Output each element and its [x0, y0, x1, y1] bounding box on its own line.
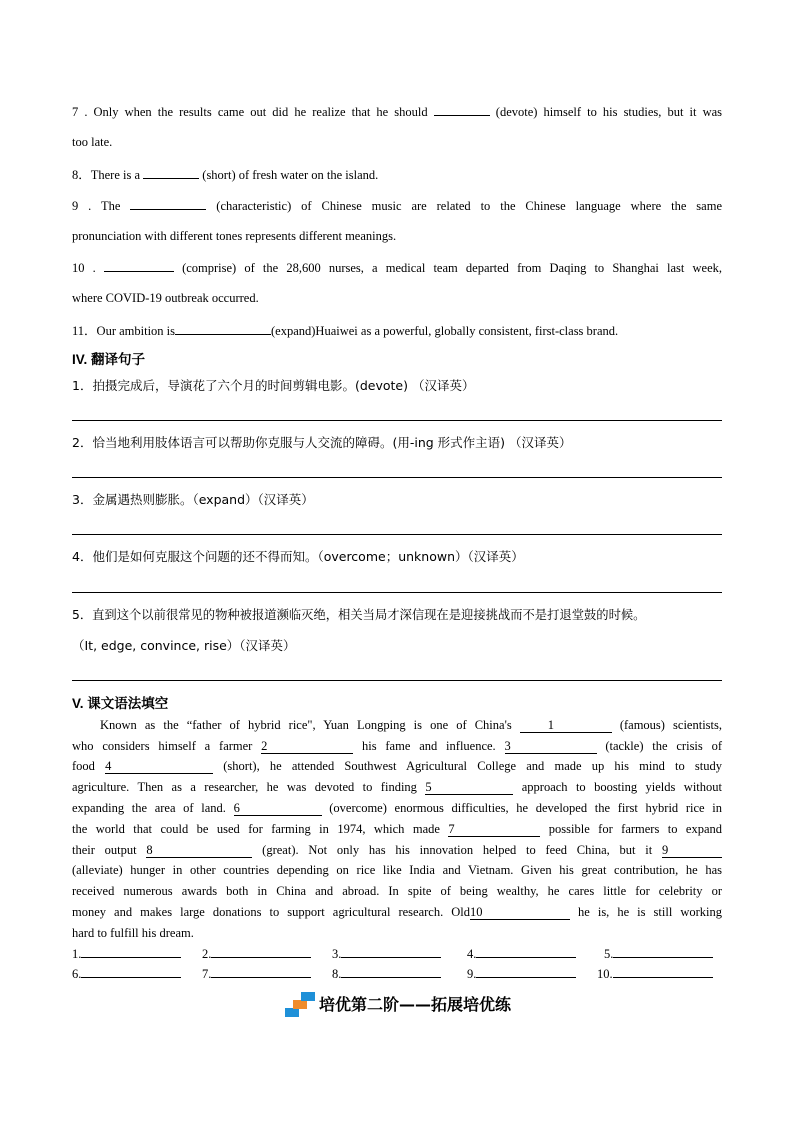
answer-blank[interactable] — [434, 103, 490, 116]
translation-item-1: 1．拍摄完成后，导演花了六个月的时间剪辑电影。(devote) （汉译英） — [72, 378, 475, 393]
question-9: 9 . The (characteristic) of Chinese music are related to the Chinese language where the same — [72, 199, 722, 213]
answer-blank[interactable] — [175, 322, 271, 335]
translation-item-3: 3．金属遇热则膨胀。（expand）（汉译英） — [72, 492, 314, 507]
answer-blank[interactable] — [130, 197, 206, 210]
passage-blank-10[interactable]: 10 — [470, 906, 570, 920]
passage-line: hard to fulfill his dream. — [72, 926, 194, 940]
passage-blank-4[interactable]: 4 — [105, 760, 213, 774]
passage-line: received numerous awards both in China and abroad. In spite of being wealthy, he cares little for celebrity or — [72, 884, 722, 898]
question-7-cont: too late. — [72, 135, 113, 149]
question-10: 10 . (comprise) of the 28,600 nurses, a medical team departed from Daqing to Shanghai last week, — [72, 261, 722, 275]
passage-blank-8[interactable]: 8 — [146, 844, 252, 858]
question-7: 7 . Only when the results came out did he realize that he should (devote) himself to his studies, but it was — [72, 105, 723, 119]
answer-slot[interactable]: 5. — [604, 946, 713, 962]
answer-slot[interactable]: 10. — [597, 966, 713, 982]
passage-line: the world that could be used for farming in 1974, which made 7 possible for farmers to expand — [72, 822, 722, 836]
answer-slot[interactable]: 6. — [72, 966, 181, 982]
passage-line: (alleviate) hunger in other countries depending on rice like India and Vietnam. Given his great contribution, he has — [72, 863, 722, 877]
question-11: 11．Our ambition is (expand)Huaiwei as a powerful, globally consistent, first-class brand. — [72, 324, 619, 338]
answer-line[interactable] — [72, 477, 722, 478]
answer-slot[interactable]: 3. — [332, 946, 441, 962]
answer-blank[interactable] — [143, 166, 199, 179]
answer-line[interactable] — [72, 534, 722, 535]
translation-item-5-cont: （It, edge, convince, rise）（汉译英） — [72, 638, 296, 653]
question-8: 8．There is a (short) of fresh water on the island. — [72, 168, 379, 182]
passage-line: their output 8 (great). Not only has his innovation helped to feed China, but it 9 — [72, 842, 722, 858]
question-10-cont: where COVID-19 outbreak occurred. — [72, 291, 259, 305]
passage-blank-5[interactable]: 5 — [425, 781, 513, 795]
passage-blank-6[interactable]: 6 — [234, 802, 322, 816]
answer-slot[interactable]: 9. — [467, 966, 576, 982]
passage-blank-1[interactable]: 1 — [520, 719, 612, 733]
section-4-title: IV. 翻译句子 — [72, 352, 146, 367]
passage-line: who considers himself a farmer 2 his fame and influence. 3 (tackle) the crisis of — [72, 739, 722, 753]
answer-slot[interactable]: 1. — [72, 946, 181, 962]
section-banner — [285, 990, 512, 1020]
answer-slot[interactable]: 2. — [202, 946, 311, 962]
section-5-title: V. 课文语法填空 — [72, 696, 169, 711]
answer-line[interactable] — [72, 680, 722, 681]
passage-line: expanding the area of land. 6 (overcome) enormous difficulties, he developed the first hybrid rice in — [72, 801, 722, 815]
passage-blank-9[interactable]: 9 — [662, 844, 722, 858]
translation-item-4: 4．他们是如何克服这个问题的还不得而知。（overcome；unknown）（汉译英） — [72, 549, 524, 564]
question-9-cont: pronunciation with different tones represents different meanings. — [72, 229, 397, 243]
passage-line: agriculture. Then as a researcher, he was devoted to finding 5 approach to boosting yields without — [72, 780, 722, 794]
passage-line: food 4 (short), he attended Southwest Agricultural College and made up his mind to study — [72, 759, 722, 773]
translation-item-2: 2．恰当地利用肢体语言可以帮助你克服与人交流的障碍。(用-ing 形式作主语) （汉译英） — [72, 435, 572, 450]
answer-line[interactable] — [72, 592, 722, 593]
answer-slot[interactable]: 4. — [467, 946, 576, 962]
passage-blank-2[interactable]: 2 — [261, 740, 353, 754]
stairs-icon — [285, 990, 319, 1018]
translation-item-5: 5．直到这个以前很常见的物种被报道濒临灭绝，相关当局才深信现在是迎接挑战而不是打退堂鼓的时候。 — [72, 608, 646, 622]
passage-blank-3[interactable]: 3 — [505, 740, 597, 754]
banner-title: 培优第二阶——拓展培优练 — [319, 995, 512, 1014]
passage-blank-7[interactable]: 7 — [448, 823, 540, 837]
answer-slot[interactable]: 7. — [202, 966, 311, 982]
answer-slot[interactable]: 8. — [332, 966, 441, 982]
answer-blank[interactable] — [104, 259, 174, 272]
passage-line: Known as the “father of hybrid rice", Yuan Longping is one of China's 1 (famous) scientists, — [100, 718, 722, 732]
passage-line: money and makes large donations to support agricultural research. Old10 he is, he is still working — [72, 905, 722, 919]
answer-line[interactable] — [72, 420, 722, 421]
